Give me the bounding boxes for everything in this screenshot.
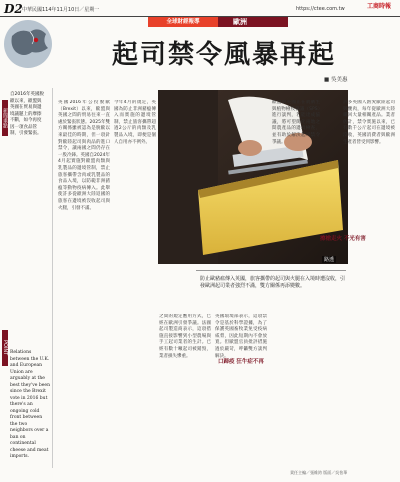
body-column-4: 英國環境部表示，這項禁令是基於科學證據，為了保護英國畜牧業免受疫病威脅，因此短期內不會放寬。但歐盟官員批評措施過於嚴苛，呼籲雙方談判解決。	[215, 314, 267, 359]
subheading-2: 口蹄疫 狂牛症不再	[218, 359, 264, 365]
editor-credits: 責任主編／張維鈞 版面／吳怡華	[290, 470, 348, 475]
sidebar-label-zh: 新聞重點	[2, 100, 8, 136]
sidebar-divider	[52, 88, 53, 468]
caption-divider	[196, 270, 346, 271]
globe-icon	[2, 18, 62, 74]
subheading-1: 擦槍走火 不光有害	[320, 236, 366, 242]
body-column-6: 許多英國人熱愛歐陸起司與醃肉，每年從歐洲大陸購回大量相關產品。業者估計，禁令實施以來，已有數千公斤起司在邊境被沒收，英國消費者與歐洲生產者皆受到影響。	[343, 100, 395, 145]
byline: ■ 吳美惠	[324, 77, 348, 83]
publication-date: 中華民國114年11月10日／星期一	[22, 7, 100, 13]
body-column-5: 歐盟與英國正在就衛生與植物檢疫協議（SPS）進行談判，若能達成協議，將可望簡化兩地之間農產品的邊境檢查，並有助於解決起司禁令爭議。	[272, 100, 320, 145]
sidebar-summary-zh: 自2016年英國脫歐以來，歐盟與英國在貿易與邊境議題上的摩擦不斷，如今再度因一項食品管制，引發緊張。	[10, 92, 44, 136]
body-column-1: 英國2016年公投脫歐（Brexit）以來，歐盟與英國之間的貿易往來一直處於緊張狀態。2025年雙方關係雖被認為是脫歐以來最佳的時期，但一項針對歐陸起司與肉品的進口禁令，讓兩國之間仍存在一股冷鋒。英國自2024年4月起實施對歐盟肉類與乳製品的邊境管制，禁止旅客攜帶含肉或乳製品的食品入境，以防範非洲豬瘟等動物疫病傳入。此舉使許多從歐洲大陸返國的旅客在邊境被沒收起司與火腿，引發不滿。	[58, 100, 110, 211]
body-column-2: 今年4月的規定，英國為防止非洲豬瘟傳入而實施的邊境管制，禁止旅客攜帶超過2公斤的肉類及乳製品入境，即便是個人自用亦不例外。	[114, 100, 156, 145]
headline: 起司禁令風暴再起	[112, 40, 337, 70]
photo-credit: 路透	[324, 257, 335, 263]
body-column-3: 之間的規定應用方式，已經在歐洲引發爭議。法國起司製造商表示，這項措施直接影響到小型農場與手工起司業者的生計。已經有數十噸起司被銷毀，業者損失慘重。	[159, 314, 211, 359]
page-code: D2	[4, 2, 23, 16]
newspaper-logo: 工商時報	[366, 3, 391, 10]
region-label: 歐洲	[233, 18, 247, 26]
sidebar-label-en: POINT	[2, 330, 8, 366]
section-tag: 全球財經報導	[148, 17, 218, 27]
sidebar-summary-en: Relations between the U.K. and European Union are arguably at the best they've been since the Brexit vote in 2016 but there's an ongoing cold front between the two neighbors over a ban on continental cheese and meat imports.	[10, 350, 50, 459]
site-url[interactable]: https://ctee.com.tw	[296, 6, 345, 12]
photo-caption: 防止歐豬瘟傳入英國，旅客攜帶的起司與火腿在入境時遭沒收，引發歐洲起司業者強烈不滿，雙方關係再添變數。	[200, 276, 346, 289]
